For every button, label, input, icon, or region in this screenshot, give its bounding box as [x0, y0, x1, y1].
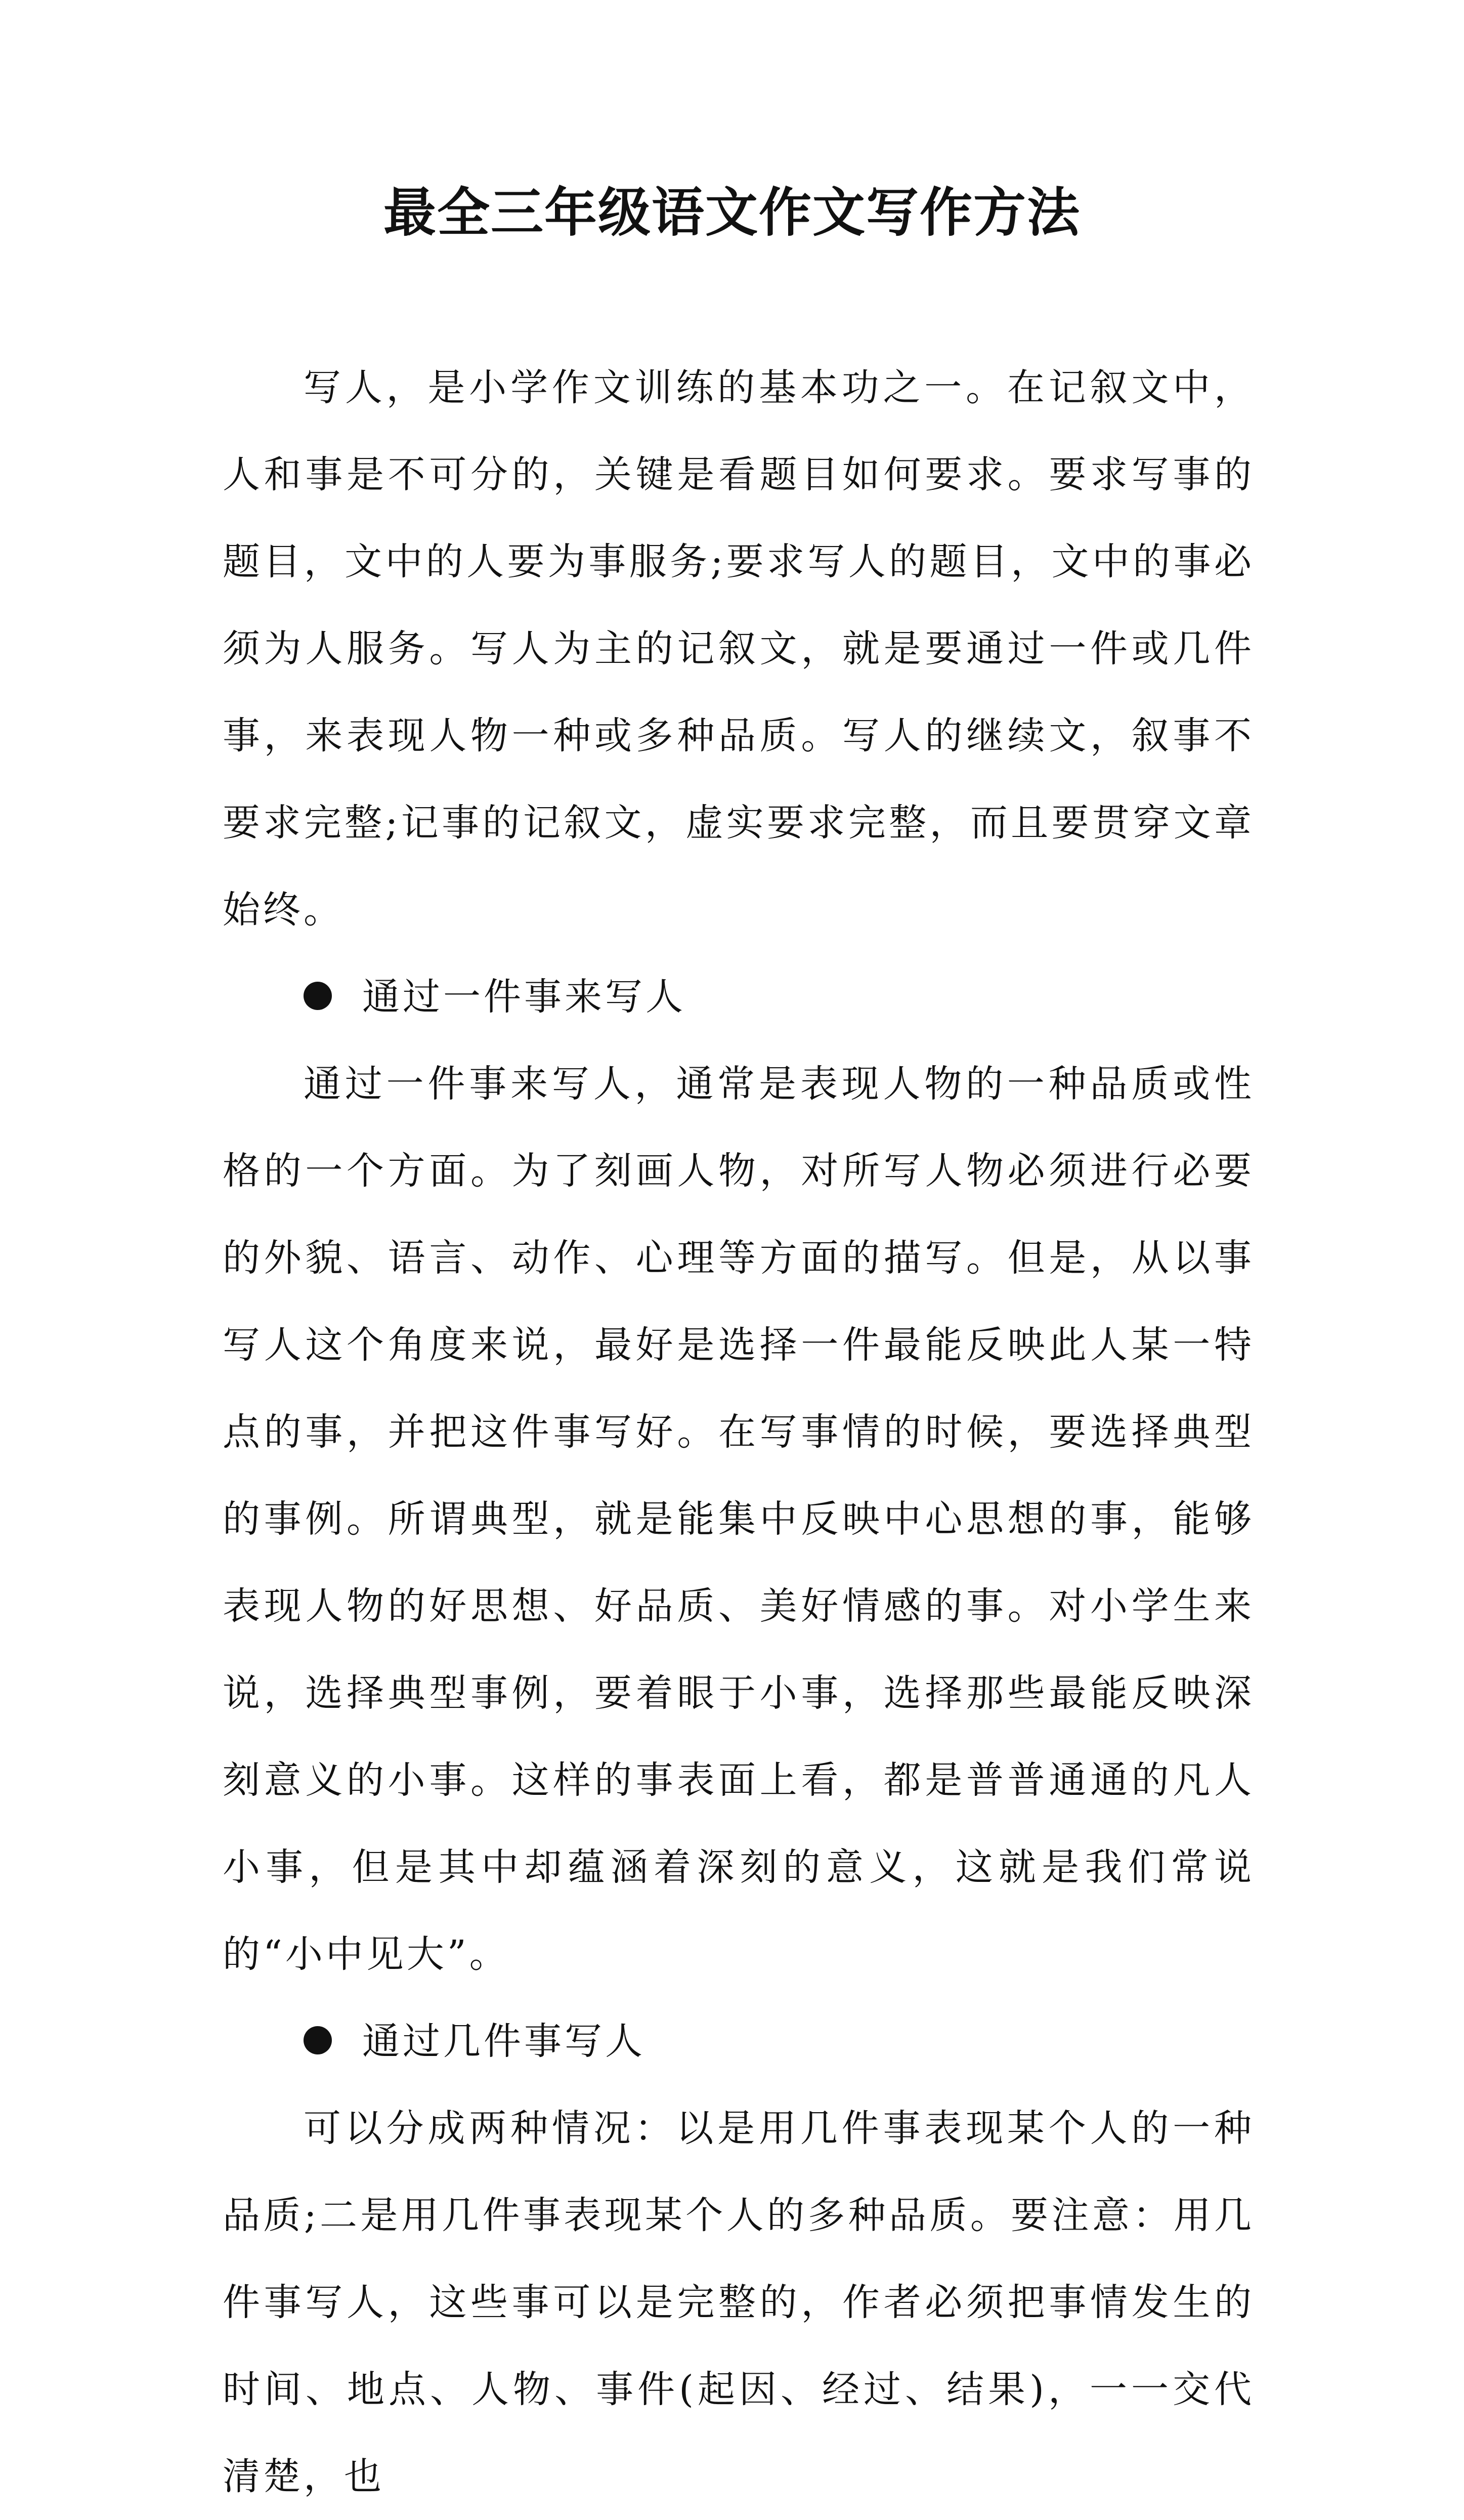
document-body — [223, 344, 1255, 2520]
section-heading-text: 通过几件事写人 — [362, 2020, 645, 2063]
document-title: 最全三年级语文作文写作方法 — [383, 182, 1081, 243]
bullet-icon — [304, 982, 332, 1010]
paragraph-intro: 写人，是小学作文训练的基本功之一。在记叙文中，人和事是不可分的，关键是看题目如何要求。要求写事的题目，文中的人要为事服务;要求写人的题目，文中的事必须为人服务。写人为主的记叙文，就是要通过一件或几件事，来表现人物一种或多种品质。写人的继续文，叙事不要求完整;记事的记叙文，虚实要求完整，而且要贯穿文章始终。 — [223, 366, 1255, 932]
section-heading-several-events — [223, 1998, 1255, 2085]
paragraph-one-event: 通过一件事来写人，通常是表现人物的一种品质或性格的一个方面。为了刻画人物，对所写人物必须进行必要的外貌、语言、动作、心理等方面的描写。但是，从以事写人这个角度来说，最好是选择一件最能反映此人某一特点的事，并把这件事写好。在写事情的时候，要选择典型的事例。所谓典型，就是能集中反映中心思想的事，能够表现人物的好思想、好品质、美好情感的事。对小学生来说，选择典型事例，要着眼于小事，选择那些最能反映深刻意义的小事。这样的事表面上看，都是普普通通的凡人小事，但是其中却蕴涵着深刻的意义，这就是我们常说的“小中见大”。 — [223, 1062, 1255, 1976]
section-heading-text: 通过一件事来写人 — [362, 975, 686, 1019]
bullet-icon — [304, 2026, 332, 2054]
section-heading-one-event — [223, 953, 1255, 1040]
paragraph-several-events: 可以分成两种情况：以是用几件事表现某个人的一种品质;二是用几件事表现某个人的多种品质。要注意：用几件事写人，这些事可以是完整的，作者必须把事情发生的时间、地点、人物、事件(起因、经过、结果)，一一交代清楚，也 — [223, 2107, 1255, 2498]
